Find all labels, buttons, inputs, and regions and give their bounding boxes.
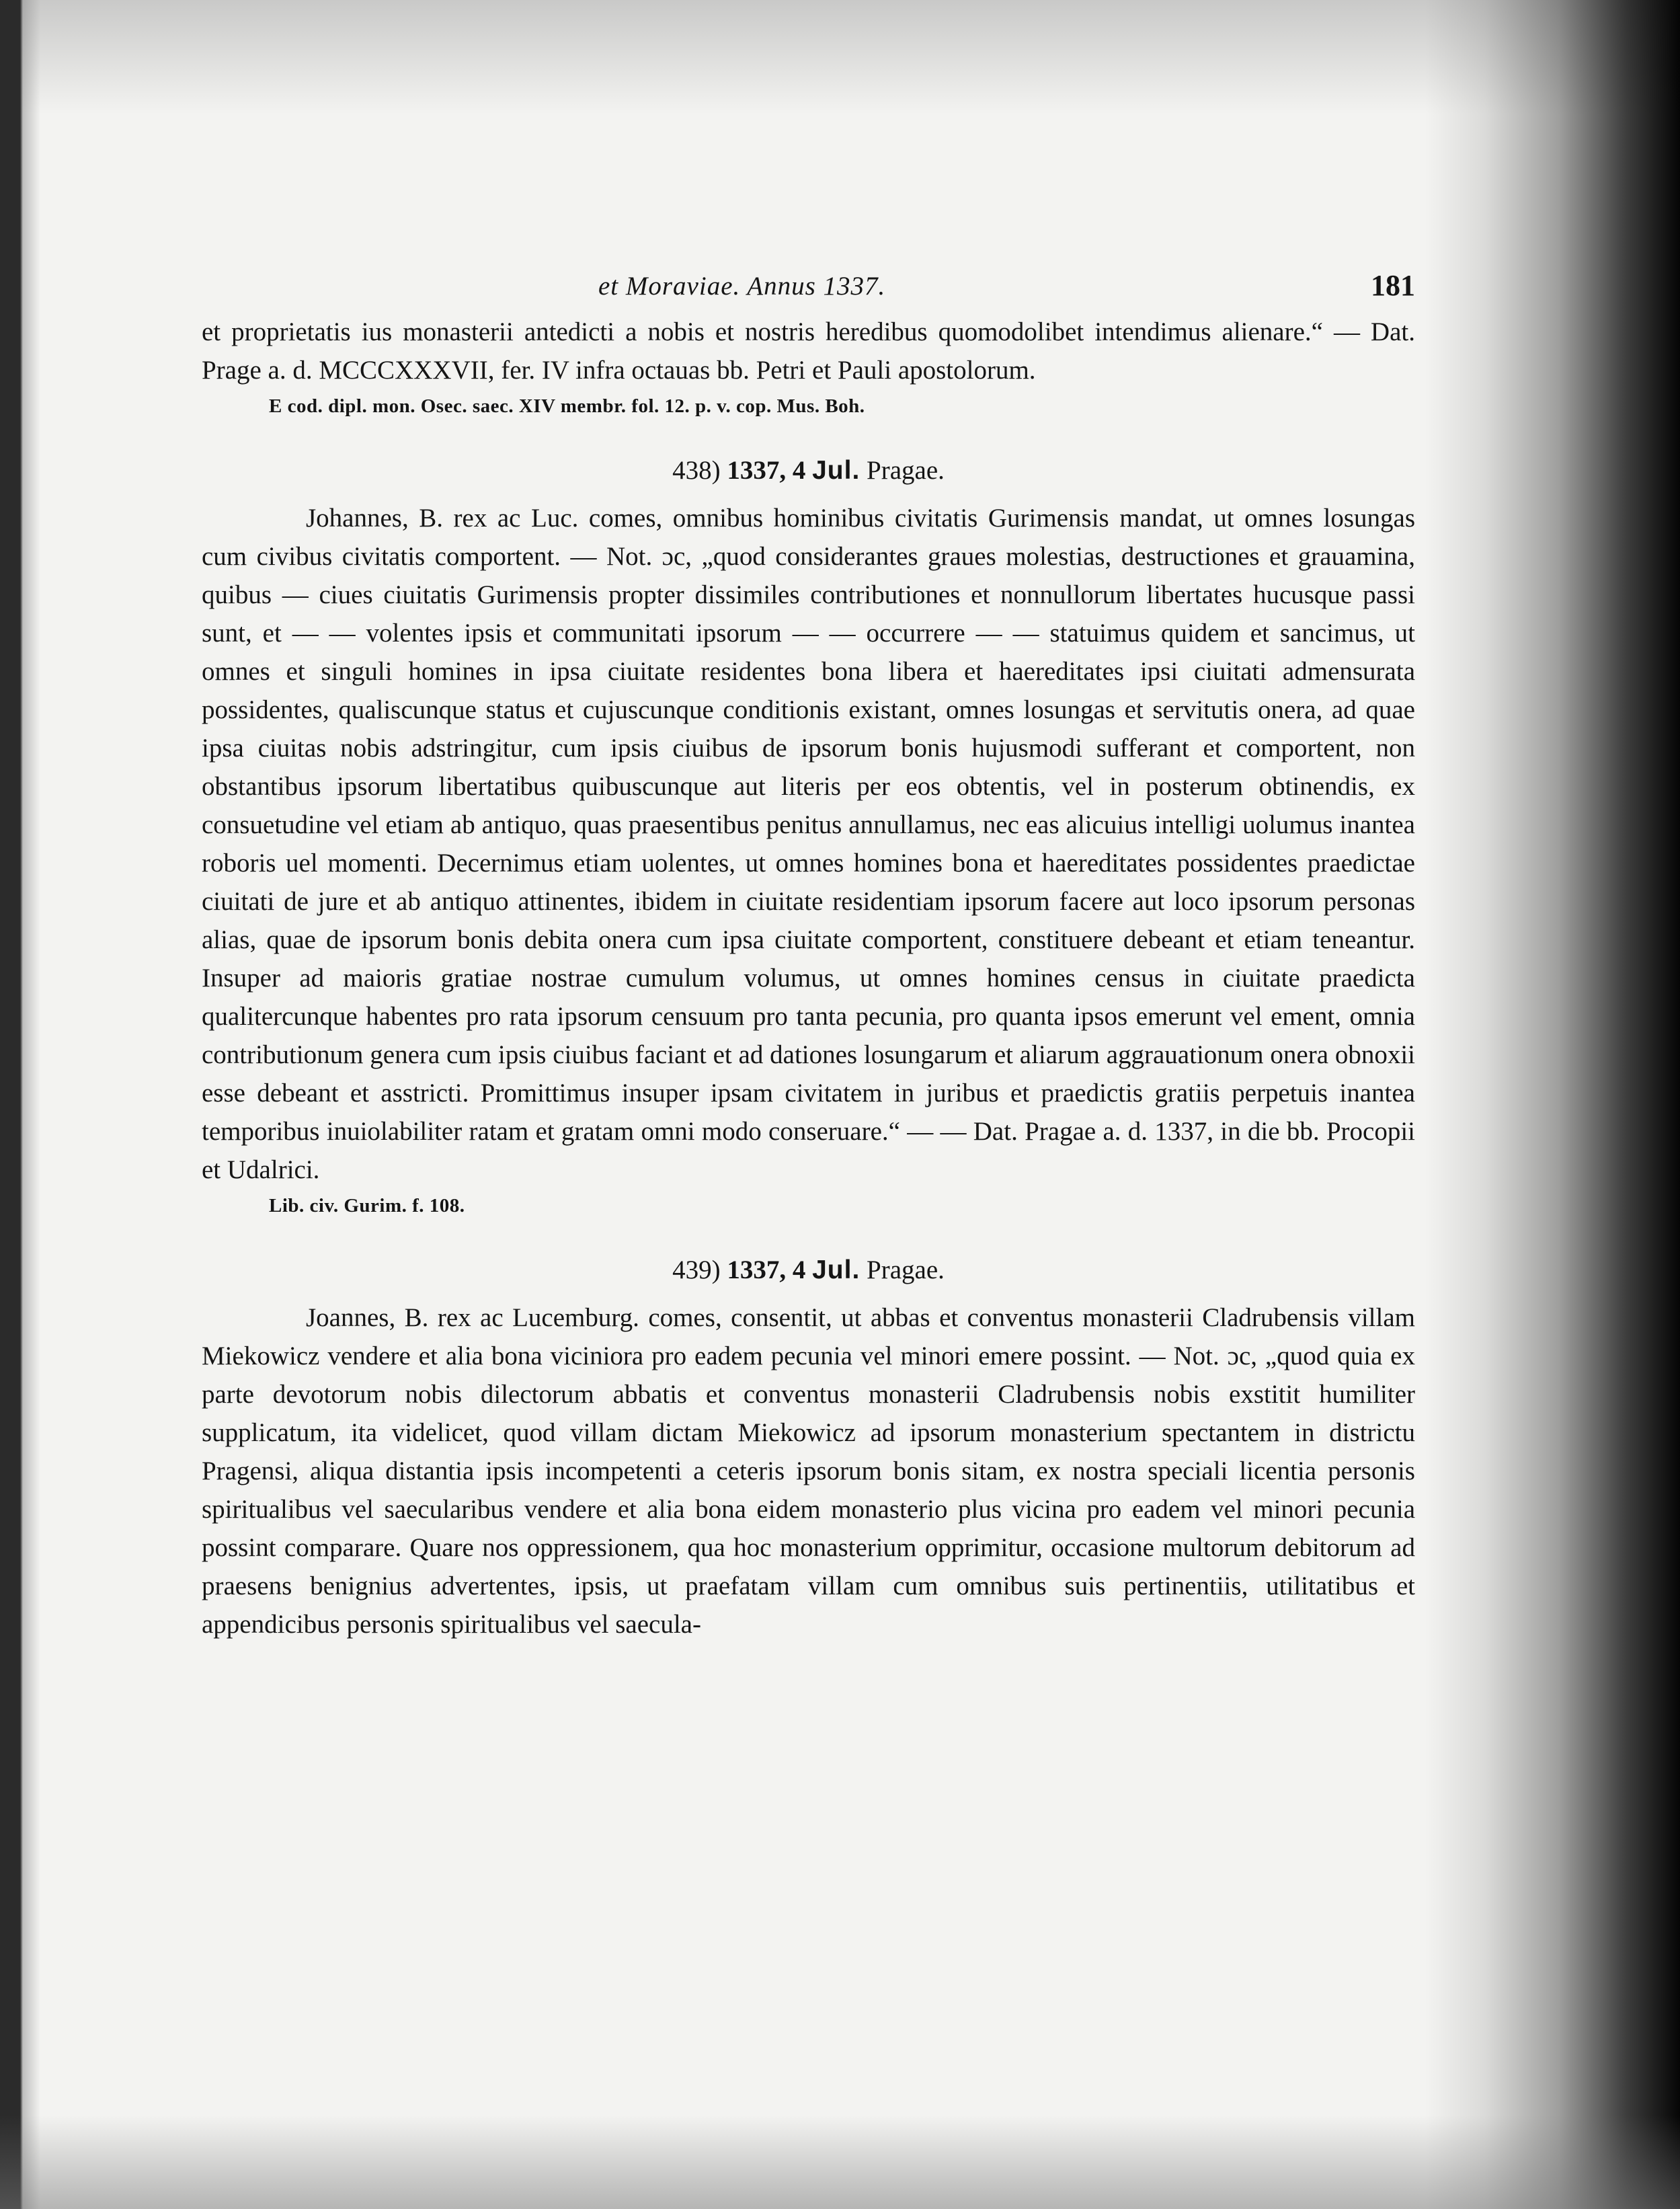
entry-place: Pragae. <box>867 1255 945 1284</box>
page-number: 181 <box>1371 269 1415 302</box>
continuation-text: et proprietatis ius monasterii antedicti a nobis et nostris heredibus quomodolibet intendimus alienare.“ — Dat. Prage a. d. MCCCXXXVII, fer. IV infra octauas bb. Petri et Pauli apostolorum. <box>202 317 1415 385</box>
continuation-source: E cod. dipl. mon. Osec. saec. XIV membr. fol. 12. p. v. cop. Mus. Boh. <box>269 395 865 417</box>
scan-shadow-left <box>0 0 40 2209</box>
running-title: et Moraviae. Annus 1337. <box>598 272 886 301</box>
book-page <box>202 266 1415 1643</box>
entry-438-heading <box>202 451 1415 490</box>
scan-shadow-right <box>1425 0 1680 2209</box>
entry-number: 439) <box>672 1255 721 1284</box>
entry-month: Jul. <box>812 1255 861 1284</box>
entry-date: 1337, 4 <box>727 456 806 485</box>
entry-439-heading <box>202 1251 1415 1289</box>
entry-439-body: Joannes, B. rex ac Lucemburg. comes, consentit, ut abbas et conventus monasterii Cladrubensis villam Miekowicz vendere et alia bona viciniora pro eadem pecunia vel minori emere possint. — Not. ɔc, „quod quia ex parte devotorum nobis dilectorum abbatis et conventus monasterii Cladrubensis nobis exstitit humiliter supplicatum, ita videlicet, quod villam dictam Miekowicz ad ipsorum monasterium spectantem in districtu Pragensi, aliqua distantia ipsis incompetenti a ceteris ipsorum bonis sitam, ex nostra speciali licentia personis spiritualibus vel saecularibus vendere et alia bona eidem monasterio plus vicina pro eadem vel minori pecunia possint comparare. Quare nos oppressionem, qua hoc monasterium opprimitur, occasione multorum debitorum ad praesens benignius advertentes, ipsis, ut praefatam villam cum omnibus suis pertinentiis, utilitatibus et appendicibus personis spiritualibus vel saecula- <box>202 1303 1415 1639</box>
entry-438-body: Johannes, B. rex ac Luc. comes, omnibus hominibus civitatis Gurimensis mandat, ut omnes losungas cum civibus civitatis comportent. — Not. ɔc, „quod considerantes graues molestias, destructiones et grauamina, quibus — ciues ciuitatis Gurimensis propter dissimiles contributiones et nonnullorum libertates hucusque passi sunt, et — — volentes ipsis et communitati ipsorum — — occurrere — — statuimus quidem et sancimus, ut omnes et singuli homines in ipsa ciuitate residentes bona libera et haereditates ipsi ciuitati admensurata possidentes, qualiscunque status et cujuscunque conditionis existant, omnes losungas et servitutis onera, ad quae ipsa ciuitas nobis adstringitur, cum ipsis ciuibus de ipsorum bonis hujusmodi sufferant et comportent, non obstantibus ipsorum libertatibus quibuscunque aut literis per eos obtentis, vel in posterum obtinendis, ex consuetudine vel etiam ab antiquo, quas praesentibus penitus annullamus, nec eas alicuius intelligi uolumus inantea roboris uel momenti. Decernimus etiam uolentes, ut omnes homines bona et haereditates possidentes praedictae ciuitati de jure et ab antiquo attinentes, ibidem in ciuitate residentiam ipsorum facere aut loco ipsorum personas alias, quae de ipsorum bonis debita onera cum ipsa ciuitate comportent, constituere debeant et etiam teneantur. Insuper ad maioris gratiae nostrae cumulum volumus, ut omnes homines census in ciuitate praedicta qualitercunque habentes pro rata ipsorum censuum pro tanta pecunia, pro quanta ipsos emerunt vel ement, omnia contributionum genera cum ipsis ciuibus faciant et ad dationes losungarum et aliarum aggrauationum onera obnoxii esse debeant et asstricti. Promittimus insuper ipsam civitatem in juribus et praedictis gratiis perpetuis inantea temporibus inuiolabiliter ratam et gratam omni modo conseruare.“ — — Dat. Pragae a. d. 1337, in die bb. Procopii et Udalrici. <box>202 504 1415 1184</box>
page-header <box>202 266 1415 313</box>
entry-place: Pragae. <box>867 456 945 485</box>
entry-438-source: Lib. civ. Gurim. f. 108. <box>269 1195 465 1216</box>
entry-date: 1337, 4 <box>727 1255 806 1284</box>
entry-number: 438) <box>672 456 721 485</box>
scan-shadow-bottom <box>0 2115 1680 2209</box>
entry-month: Jul. <box>812 456 861 485</box>
